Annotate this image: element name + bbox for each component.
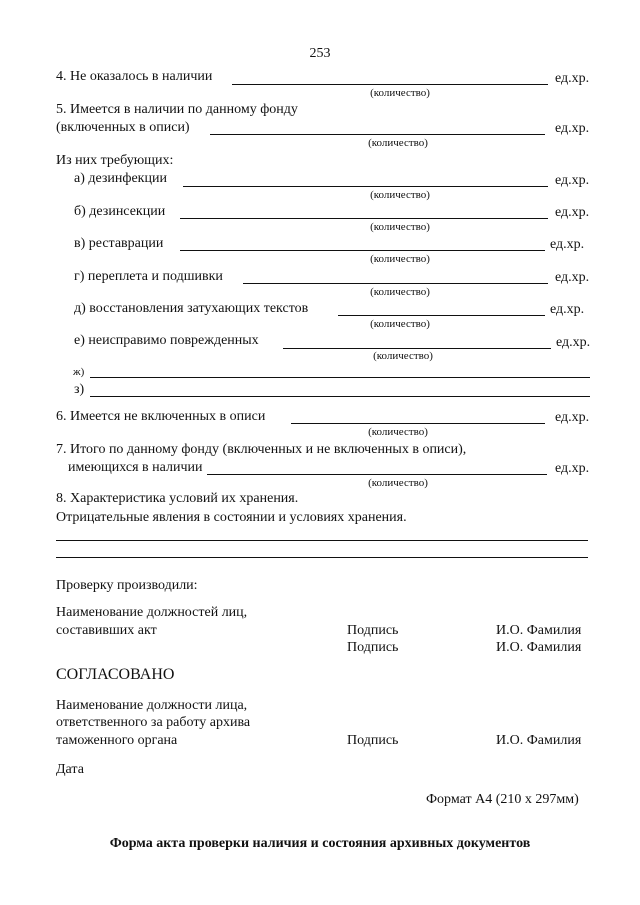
- inspection-name-1: И.О. Фамилия: [496, 623, 582, 638]
- item-4-label: 4. Не оказалось в наличии: [56, 69, 213, 84]
- item-a-qty-caption: (количество): [370, 189, 430, 201]
- item-7-label-line2: имеющихся в наличии: [68, 460, 203, 475]
- item-d-unit: ед.хр.: [550, 302, 585, 317]
- item-a-unit: ед.хр.: [555, 173, 590, 188]
- item-g-label: г) переплета и подшивки: [74, 269, 223, 284]
- item-6-qty-caption: (количество): [368, 426, 428, 438]
- item-4-qty-caption: (количество): [370, 87, 430, 99]
- item-d-label: д) восстановления затухающих текстов: [74, 301, 309, 316]
- item-zh-fill-line[interactable]: [90, 377, 590, 378]
- item-b-fill-line[interactable]: [180, 218, 548, 219]
- approval-name: И.О. Фамилия: [496, 733, 582, 748]
- item-b-qty-caption: (количество): [370, 221, 430, 233]
- item-v-unit: ед.хр.: [550, 237, 585, 252]
- item-d-fill-line[interactable]: [338, 315, 545, 316]
- item-g-qty-caption: (количество): [370, 286, 430, 298]
- item-8-label-line2: Отрицательные явления в состоянии и условиях хранения.: [56, 510, 407, 525]
- item-a-label: а) дезинфекции: [74, 171, 167, 186]
- approval-position-line1: Наименование должности лица,: [56, 698, 248, 713]
- item-5-unit: ед.хр.: [555, 121, 590, 136]
- item-8-fill-line-2[interactable]: [56, 557, 588, 558]
- item-g-unit: ед.хр.: [555, 270, 590, 285]
- item-7-unit: ед.хр.: [555, 461, 590, 476]
- item-5-label-line1: 5. Имеется в наличии по данному фонду: [56, 102, 298, 117]
- item-5-label-line2: (включенных в описи): [56, 120, 190, 135]
- inspection-positions-line1: Наименование должностей лиц,: [56, 605, 248, 620]
- inspection-name-2: И.О. Фамилия: [496, 640, 582, 655]
- inspection-signature-2: Подпись: [347, 640, 399, 655]
- item-d-qty-caption: (количество): [370, 318, 430, 330]
- item-7-label-line1: 7. Итого по данному фонду (включенных и не включенных в описи),: [56, 442, 467, 457]
- item-e-fill-line[interactable]: [283, 348, 551, 349]
- item-v-qty-caption: (количество): [370, 253, 430, 265]
- date-label: Дата: [56, 762, 84, 777]
- item-zh-label: ж): [73, 366, 85, 378]
- item-v-fill-line[interactable]: [180, 250, 545, 251]
- item-e-qty-caption: (количество): [373, 350, 433, 362]
- item-6-unit: ед.хр.: [555, 410, 590, 425]
- item-8-label-line1: 8. Характеристика условий их хранения.: [56, 491, 299, 506]
- approval-position-line2: ответственного за работу архива: [56, 715, 251, 730]
- of-them-heading: Из них требующих:: [56, 153, 174, 168]
- item-7-qty-caption: (количество): [368, 477, 428, 489]
- item-g-fill-line[interactable]: [243, 283, 548, 284]
- inspection-signature-1: Подпись: [347, 623, 399, 638]
- item-5-fill-line[interactable]: [210, 134, 545, 135]
- item-v-label: в) реставрации: [74, 236, 164, 251]
- approval-signature: Подпись: [347, 733, 399, 748]
- item-6-fill-line[interactable]: [291, 423, 545, 424]
- item-7-fill-line[interactable]: [207, 474, 547, 475]
- item-b-label: б) дезинсекции: [74, 204, 166, 219]
- item-6-label: 6. Имеется не включенных в описи: [56, 409, 266, 424]
- item-e-unit: ед.хр.: [556, 335, 591, 350]
- item-e-label: е) неисправимо поврежденных: [74, 333, 259, 348]
- approval-heading: СОГЛАСОВАНО: [56, 666, 175, 683]
- page-number: 253: [309, 46, 331, 61]
- approval-position-line3: таможенного органа: [56, 733, 178, 748]
- item-4-fill-line[interactable]: [232, 84, 548, 85]
- format-note: Формат А4 (210 х 297мм): [426, 792, 579, 807]
- form-caption: Форма акта проверки наличия и состояния архивных документов: [109, 836, 531, 851]
- item-8-fill-line-1[interactable]: [56, 540, 588, 541]
- item-a-fill-line[interactable]: [183, 186, 548, 187]
- item-b-unit: ед.хр.: [555, 205, 590, 220]
- inspection-heading: Проверку производили:: [56, 578, 198, 593]
- item-z-fill-line[interactable]: [90, 396, 590, 397]
- item-5-qty-caption: (количество): [368, 137, 428, 149]
- item-z-label: з): [74, 382, 85, 397]
- inspection-positions-line2: составивших акт: [56, 623, 157, 638]
- item-4-unit: ед.хр.: [555, 71, 590, 86]
